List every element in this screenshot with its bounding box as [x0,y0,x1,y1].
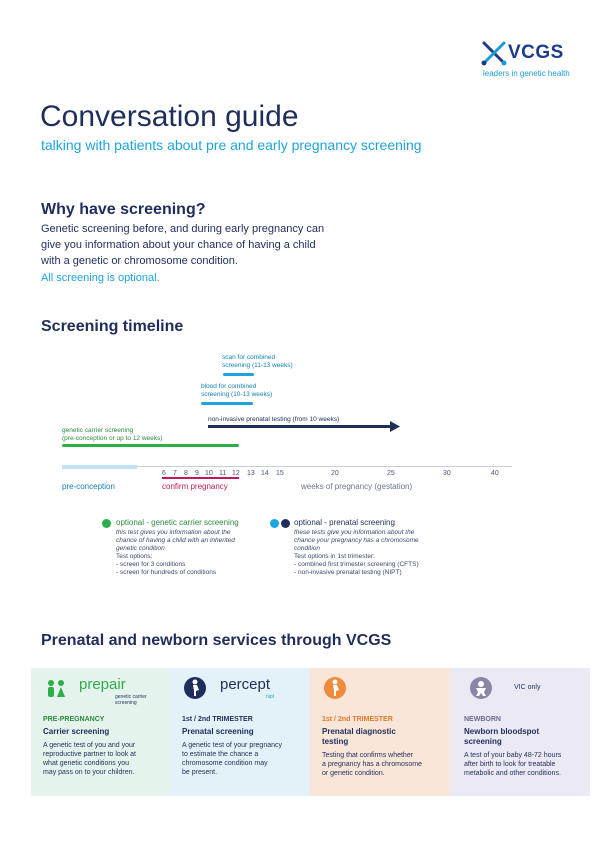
carrier-legend-desc [116,529,235,577]
nipt-label: non-invasive prenatal testing (from 10 weeks) [208,416,340,423]
tick-label: 9 [195,470,199,477]
tick-label: 10 [205,470,213,477]
legend-line: Test options: [116,553,153,560]
card-text-line: A genetic test of your pregnancy [182,742,283,749]
why-line: give you information about your chance of having a child [41,239,316,251]
card-text-line: what genetic conditions you [43,760,129,767]
blood-label [201,383,272,399]
scan-bar [223,373,254,376]
weeks-axis-label: weeks of pregnancy (gestation) [301,482,413,491]
green-dot-icon [102,519,111,528]
scan-label [222,354,293,370]
pregnant-woman-icon [184,677,206,699]
carrier-label [62,427,162,443]
card-text-line: chromosome condition may [182,760,268,767]
blood-bar [201,402,253,405]
nipt-arrow-bar [208,425,393,428]
legend-line: - screen for hundreds of conditions [116,569,217,576]
couple-icon [45,678,67,700]
navy-dot-icon [281,519,290,528]
legend-line: Test options in 1st trimester: [294,553,375,560]
pre-conception-bar [62,465,137,469]
card-heading [464,727,539,747]
card-text-line: be present. [182,769,218,776]
card-eyebrow: PRE-PREGNANCY [43,716,105,723]
card-heading: Carrier screening [43,727,110,736]
card-text-line: or genetic condition. [322,770,385,777]
card-text-line: after birth to look for treatable [464,761,556,768]
legend-line: chance your pregnancy has a chromosome [294,537,419,544]
baby-icon [470,677,492,699]
logo-wordmark: VCGS [508,42,564,63]
confirm-pregnancy-label: confirm pregnancy [162,482,228,491]
scan-label-line: scan for combined [222,354,276,361]
card-text [464,751,561,778]
brand-sub-line: genetic carrier [115,694,147,700]
card-percept [170,668,310,796]
why-heading: Why have screening? [41,201,206,218]
legend-line: - combined first trimester screening (CFTS) [294,561,419,568]
blood-label-line: screening (10-13 weeks) [201,391,273,398]
scan-label-line: screening (11-13 weeks) [222,362,293,369]
card-text-line: reproductive partner to look at [43,751,136,758]
legend-line: this test gives you information about the [116,529,231,536]
card-text-line: a pregnancy has a chromosome [322,761,422,768]
card-eyebrow: NEWBORN [464,716,501,723]
card-heading-line: screening [464,737,502,746]
card-heading-line: Prenatal diagnostic [322,727,396,736]
tick-label: 11 [219,470,227,477]
carrier-bar [62,444,239,447]
tick-label: 6 [162,470,166,477]
legend-line: condition [294,545,321,552]
carrier-label-line: genetic carrier screening [62,427,134,434]
tick-label: 40 [491,470,499,477]
pre-conception-label: pre-conception [62,482,115,491]
card-newborn [450,668,590,796]
optional-note: All screening is optional. [41,272,160,284]
page-title: Conversation guide [40,100,299,133]
card-prepair [31,668,170,796]
card-heading-line: testing [322,737,349,746]
card-text [322,751,422,778]
legend-line: chance of having a child with an inherited [116,537,235,544]
blood-label-line: blood for combined [201,383,257,390]
light-blue-dot-icon [270,519,279,528]
legend-line: - non-invasive prenatal testing (NIPT) [294,569,402,576]
tick-label: 15 [276,470,284,477]
arrow-right-icon [390,421,400,432]
tick-label: 8 [184,470,188,477]
percept-brand: percept [220,676,271,693]
page-subtitle: talking with patients about pre and early pregnancy screening [41,137,422,153]
why-line: with a genetic or chromosome condition. [41,255,238,267]
prepair-brand: prepair [79,676,126,693]
tick-label: 7 [173,470,177,477]
card-text-line: A test of your baby 48-72 hours [464,752,562,759]
legend-line: these tests give you information about the [294,529,415,536]
card-text-line: may pass on to your children. [43,769,135,776]
timeline-heading: Screening timeline [41,318,184,335]
tick-label: 30 [443,470,451,477]
why-line: Genetic screening before, and during early pregnancy can [41,223,325,235]
tick-label: 12 [232,470,240,477]
vic-only-badge: VIC only [514,684,541,691]
tick-label: 25 [387,470,395,477]
why-paragraph [41,221,361,269]
card-heading: Prenatal screening [182,727,254,736]
card-text [182,741,282,777]
tick-label: 13 [247,470,255,477]
carrier-label-line: (pre-conception or up to 12 weeks) [62,435,163,442]
logo-tagline: leaders in genetic health [483,69,570,78]
confirm-pregnancy-bar [162,477,239,479]
brand-sub-line: screening [115,700,137,706]
percept-brand-sub: nipt [266,694,275,700]
prenatal-legend-title: optional - prenatal screening [294,518,395,527]
vcgs-logo [481,40,591,80]
card-heading-line: Newborn bloodspot [464,727,540,736]
prepair-brand-sub [115,694,147,706]
services-heading: Prenatal and newborn services through VCGS [41,632,392,649]
tick-label: 14 [261,470,269,477]
card-eyebrow: 1st / 2nd TRIMESTER [322,716,393,723]
card-text-line: metabolic and other conditions. [464,770,561,777]
pregnant-woman-icon [324,677,346,699]
carrier-legend-title: optional - genetic carrier screening [116,518,239,527]
legend-line: genetic condition [116,545,165,552]
tick-label: 20 [331,470,339,477]
legend-line: - screen for 3 conditions [116,561,186,568]
card-text-line: to estimate the chance a [182,751,259,758]
card-text-line: Testing that confirms whether [322,752,414,759]
card-diagnostic [310,668,450,796]
card-eyebrow: 1st / 2nd TRIMESTER [182,716,253,723]
prenatal-legend-desc [294,529,419,577]
card-text-line: A genetic test of you and your [43,742,136,749]
card-text [43,741,136,777]
dna-logo-icon [481,40,507,66]
card-heading [322,727,396,747]
